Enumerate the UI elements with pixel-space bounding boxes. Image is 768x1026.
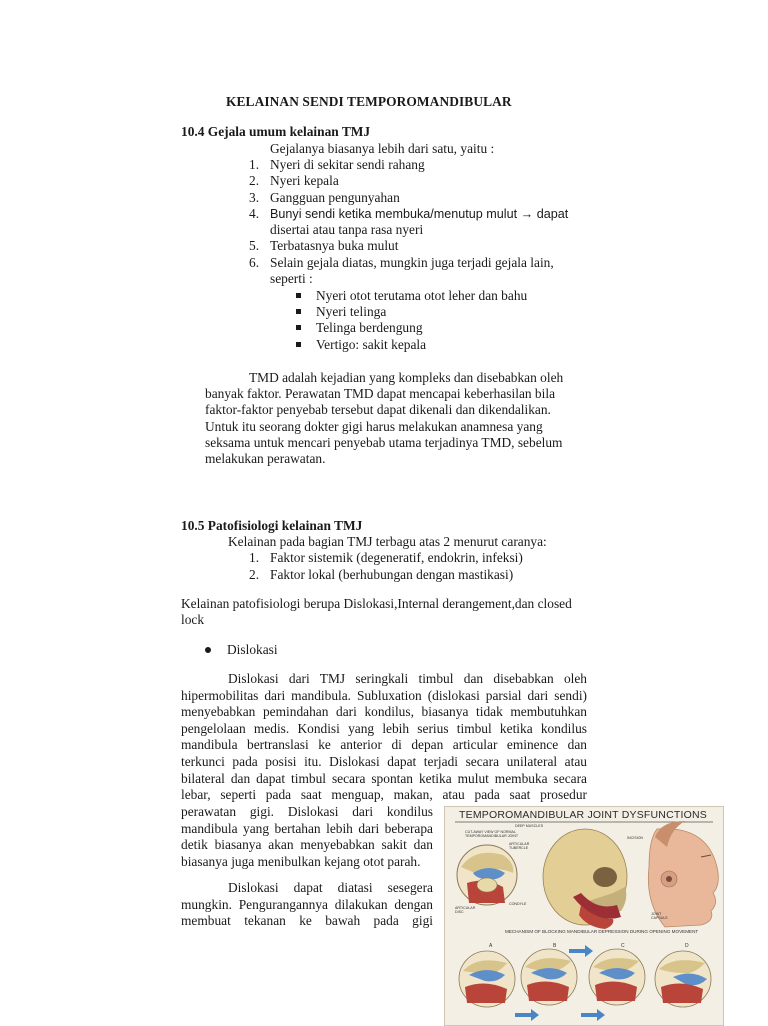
- paragraph-line: terkunci pada posisi itu. Dislokasi dapat terjadi secara unilateral atau: [181, 753, 587, 769]
- list-text: Faktor lokal (berhubungan dengan mastikasi): [270, 567, 514, 582]
- paragraph-line: bilateral dan dapat timbul secara spontan ketika mulut membuka secara: [181, 770, 587, 786]
- list-number: 1.: [249, 157, 260, 172]
- dislokasi-paragraph: [181, 671, 587, 804]
- section-heading-10-5: 10.5 Patofisiologi kelainan TMJ: [181, 518, 363, 533]
- svg-text:ARTICULAR: ARTICULAR: [509, 842, 530, 846]
- list-number: 2.: [249, 567, 260, 582]
- treatment-paragraph: [181, 880, 433, 930]
- list-item: [249, 255, 554, 271]
- list-text-continued: seperti :: [270, 271, 313, 286]
- skull-illustration: [543, 829, 627, 929]
- svg-text:TEMPOROMANDIBULAR JOINT: TEMPOROMANDIBULAR JOINT: [465, 834, 519, 838]
- poster-label: DEEP MUSCLES: [515, 824, 544, 828]
- paragraph-line: mandibula yang bertahan lebih dari beberapa: [181, 820, 433, 836]
- paragraph-line: lebar, seperti pada saat menguap, makan, atau pada saat prosedur: [181, 787, 587, 803]
- list-number: 1.: [249, 550, 260, 565]
- step-label: B: [553, 943, 557, 949]
- section-intro: Gejalanya biasanya lebih dari satu, yaitu :: [270, 141, 495, 156]
- list-number: 3.: [249, 190, 260, 205]
- paragraph-line: hipermobilitas dari mandibula. Subluxation (dislokasi parsial dari sendi): [181, 687, 587, 703]
- list-item: [249, 157, 425, 173]
- svg-text:CAPSULE: CAPSULE: [651, 916, 668, 920]
- square-bullet-icon: [296, 293, 301, 298]
- joint-cutaway-illustration: [457, 845, 517, 905]
- list-number: 6.: [249, 255, 260, 270]
- list-number: 4.: [249, 206, 260, 221]
- paragraph-line: Dislokasi dari TMJ seringkali timbul dan disebabkan oleh: [228, 671, 587, 686]
- step-label: A: [489, 943, 493, 949]
- list-text: Faktor sistemik (degeneratif, endokrin, infeksi): [270, 550, 523, 565]
- paragraph-line: faktor-faktor penyebab tersebut dapat dikenali dan dikendalikan.: [205, 402, 551, 417]
- square-bullet-icon: [296, 325, 301, 330]
- square-bullet-icon: [296, 342, 301, 347]
- paragraph-line: melakukan perawatan.: [205, 451, 326, 466]
- section-intro: Kelainan pada bagian TMJ terbagu atas 2 menurut caranya:: [228, 534, 547, 549]
- svg-text:INCISION: INCISION: [627, 836, 643, 840]
- list-number: 2.: [249, 173, 260, 188]
- summary-line: Kelainan patofisiologi berupa Dislokasi,Internal derangement,dan closed: [181, 596, 572, 611]
- list-text: Nyeri di sekitar sendi rahang: [270, 157, 425, 172]
- bullet-icon: [205, 647, 211, 653]
- list-text: Gangguan pengunyahan: [270, 190, 400, 205]
- paragraph-line: perawatan gigi. Dislokasi dari kondilus: [181, 804, 433, 819]
- tmj-poster-image: [444, 806, 724, 1026]
- poster-caption: MECHANISM OF BLOCKING MANDIBULAR DEPRESSION DURING OPENING MOVEMENT: [505, 929, 699, 934]
- list-text: Terbatasnya buka mulut: [270, 238, 399, 253]
- paragraph-line: Untuk itu seorang dokter gigi harus melakukan anamnesa yang: [205, 419, 543, 434]
- list-item: [249, 190, 400, 206]
- step-label: D: [685, 943, 689, 949]
- list-text-continued: disertai atau tanpa rasa nyeri: [270, 222, 424, 237]
- paragraph-line: biasanya juga menibulkan kejang otot parah.: [181, 853, 421, 869]
- svg-text:CONDYLE: CONDYLE: [509, 902, 527, 906]
- paragraph-line: membuat tekanan ke bawah pada gigi: [181, 913, 433, 929]
- summary-line: lock: [181, 612, 205, 627]
- paragraph-line: banyak faktor. Perawatan TMD dapat mencapai keberhasilan bila: [205, 386, 556, 401]
- mechanism-steps-illustration: [459, 945, 711, 1021]
- svg-text:ARTICULAR: ARTICULAR: [455, 906, 476, 910]
- step-label: C: [621, 943, 625, 949]
- paragraph-line: mandibula bertranslasi ke anterior di depan articular eminence dan: [181, 737, 587, 753]
- paragraph-line: Dislokasi dapat diatasi sesegera: [228, 880, 433, 895]
- list-number: 5.: [249, 238, 260, 253]
- paragraph-line: detik biasanya akan menyebabkan sakit dan: [181, 837, 433, 853]
- paragraph-line: TMD adalah kejadian yang kompleks dan disebabkan oleh: [249, 370, 564, 385]
- square-bullet-icon: [296, 309, 301, 314]
- list-item: [249, 550, 523, 566]
- svg-text:TUBERCLE: TUBERCLE: [509, 846, 529, 850]
- list-item: [249, 238, 399, 254]
- dislokasi-paragraph-continued: [181, 804, 433, 870]
- paragraph-line: menyebabkan pemindahan dari kondilus, biasanya tidak membutuhkan: [181, 704, 587, 720]
- list-item: [249, 567, 514, 583]
- svg-text:CUT-AWAY VIEW OF NORMAL: CUT-AWAY VIEW OF NORMAL: [465, 830, 516, 834]
- tmj-illustration: [445, 807, 723, 1025]
- list-text: Nyeri kepala: [270, 173, 339, 188]
- list-item: [249, 206, 569, 222]
- list-item: [249, 173, 339, 189]
- document-title: KELAINAN SENDI TEMPOROMANDIBULAR: [226, 94, 512, 109]
- paragraph-line: seksama untuk mencari penyebab utama terjadinya TMD, sebelum: [205, 435, 563, 450]
- list-text: Bunyi sendi ketika membuka/menutup mulut → dapat: [270, 207, 569, 221]
- poster-title: TEMPOROMANDIBULAR JOINT DYSFUNCTIONS: [459, 809, 707, 821]
- section-heading-10-4: 10.4 Gejala umum kelainan TMJ: [181, 124, 371, 139]
- svg-text:DISC: DISC: [455, 910, 464, 914]
- svg-text:JOINT: JOINT: [651, 912, 662, 916]
- paragraph-line: mungkin. Pengurangannya dilakukan dengan: [181, 896, 433, 912]
- list-text: Selain gejala diatas, mungkin juga terjadi gejala lain,: [270, 255, 554, 270]
- paragraph-line: pengelolaan medis. Kondisi yang lebih serius timbul ketika kondilus: [181, 720, 587, 736]
